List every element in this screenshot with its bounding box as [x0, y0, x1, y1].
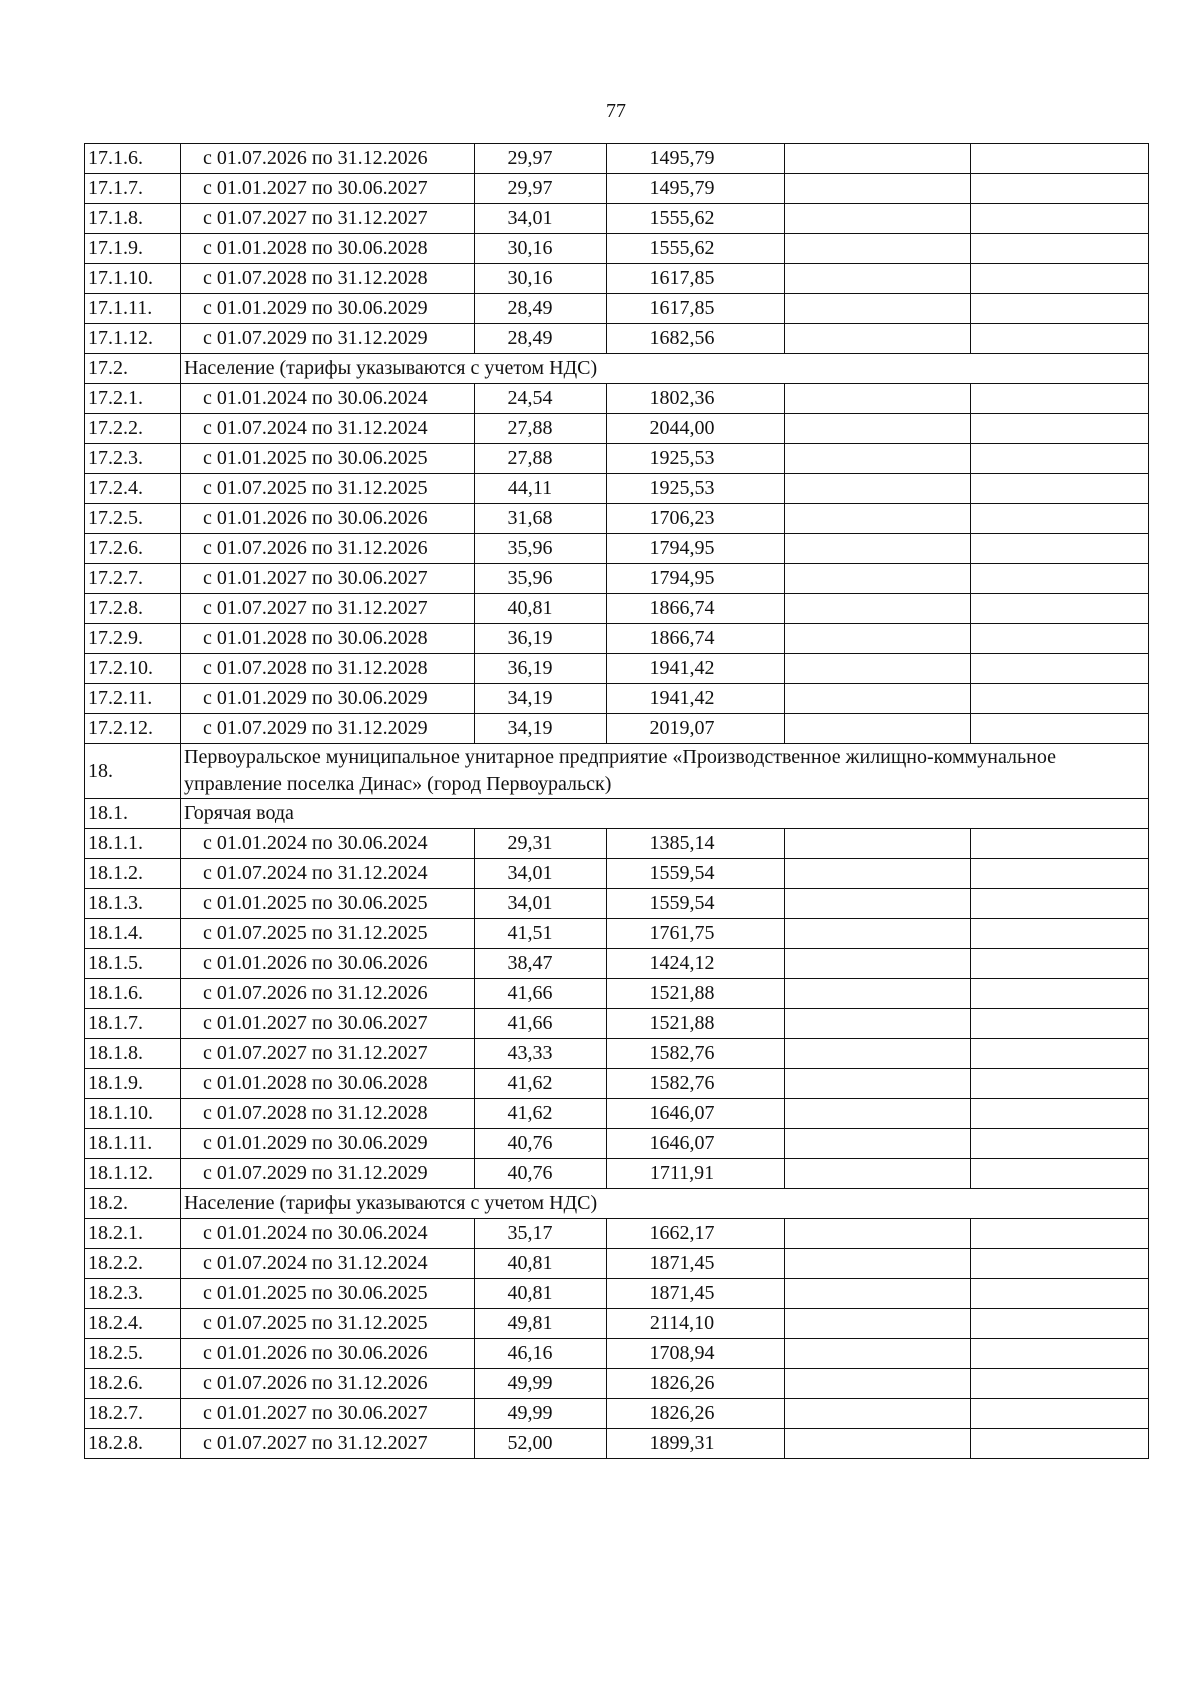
- rate-cell: 36,19: [475, 624, 607, 654]
- tariff-cell: 1761,75: [607, 919, 785, 949]
- table-row: [85, 1159, 1149, 1189]
- period-cell: с 01.01.2028 по 30.06.2028: [181, 234, 475, 264]
- empty-cell: [785, 859, 971, 889]
- row-number-cell: 17.2.2.: [85, 414, 181, 444]
- group-header-row: [85, 799, 1149, 829]
- rate-cell: 34,01: [475, 889, 607, 919]
- empty-cell: [971, 919, 1149, 949]
- row-number-cell: 17.1.9.: [85, 234, 181, 264]
- row-number-cell: 18.1.11.: [85, 1129, 181, 1159]
- row-number-cell: 18.2.7.: [85, 1399, 181, 1429]
- tariff-cell: 2114,10: [607, 1309, 785, 1339]
- empty-cell: [785, 1339, 971, 1369]
- empty-cell: [785, 564, 971, 594]
- tariff-cell: 1871,45: [607, 1279, 785, 1309]
- empty-cell: [785, 684, 971, 714]
- empty-cell: [785, 384, 971, 414]
- rate-cell: 35,96: [475, 564, 607, 594]
- empty-cell: [971, 829, 1149, 859]
- row-number-cell: 17.2.1.: [85, 384, 181, 414]
- tariff-cell: 1495,79: [607, 144, 785, 174]
- tariff-cell: 1871,45: [607, 1249, 785, 1279]
- rate-cell: 24,54: [475, 384, 607, 414]
- row-number-cell: 17.1.8.: [85, 204, 181, 234]
- page-number: 77: [606, 100, 626, 122]
- empty-cell: [971, 414, 1149, 444]
- empty-cell: [971, 1069, 1149, 1099]
- table-row: [85, 444, 1149, 474]
- table-row: [85, 1219, 1149, 1249]
- table-row: [85, 294, 1149, 324]
- tariff-cell: 1582,76: [607, 1069, 785, 1099]
- period-cell: с 01.01.2024 по 30.06.2024: [181, 384, 475, 414]
- row-number-cell: 17.2.3.: [85, 444, 181, 474]
- empty-cell: [785, 979, 971, 1009]
- empty-cell: [785, 889, 971, 919]
- table-row: [85, 384, 1149, 414]
- period-cell: с 01.01.2028 по 30.06.2028: [181, 624, 475, 654]
- rate-cell: 38,47: [475, 949, 607, 979]
- empty-cell: [971, 1429, 1149, 1459]
- group-title-cell: Население (тарифы указываются с учетом НДС): [181, 354, 1149, 384]
- rate-cell: 28,49: [475, 294, 607, 324]
- table-row: [85, 949, 1149, 979]
- empty-cell: [785, 1069, 971, 1099]
- tariff-cell: 1711,91: [607, 1159, 785, 1189]
- row-number-cell: 17.2.8.: [85, 594, 181, 624]
- table-row: [85, 1429, 1149, 1459]
- empty-cell: [785, 234, 971, 264]
- empty-cell: [971, 174, 1149, 204]
- row-number-cell: 18.1.4.: [85, 919, 181, 949]
- period-cell: с 01.07.2025 по 31.12.2025: [181, 1309, 475, 1339]
- rate-cell: 34,19: [475, 714, 607, 744]
- rate-cell: 40,76: [475, 1159, 607, 1189]
- row-number-cell: 18.2.3.: [85, 1279, 181, 1309]
- rate-cell: 29,31: [475, 829, 607, 859]
- row-number-cell: 18.1.7.: [85, 1009, 181, 1039]
- period-cell: с 01.01.2027 по 30.06.2027: [181, 174, 475, 204]
- period-cell: с 01.07.2027 по 31.12.2027: [181, 1039, 475, 1069]
- tariff-cell: 2019,07: [607, 714, 785, 744]
- table-row: [85, 414, 1149, 444]
- table-row: [85, 919, 1149, 949]
- period-cell: с 01.01.2029 по 30.06.2029: [181, 684, 475, 714]
- row-number-cell: 18.1.2.: [85, 859, 181, 889]
- group-title-cell: Население (тарифы указываются с учетом НДС): [181, 1189, 1149, 1219]
- empty-cell: [971, 979, 1149, 1009]
- table-row: [85, 714, 1149, 744]
- tariff-cell: 1941,42: [607, 654, 785, 684]
- table-row: [85, 474, 1149, 504]
- tariff-cell: 1794,95: [607, 534, 785, 564]
- empty-cell: [971, 1159, 1149, 1189]
- tariff-cell: 1424,12: [607, 949, 785, 979]
- empty-cell: [785, 1399, 971, 1429]
- row-number-cell: 18.: [85, 744, 181, 799]
- table-row: [85, 1369, 1149, 1399]
- empty-cell: [785, 654, 971, 684]
- tariff-cell: 1521,88: [607, 979, 785, 1009]
- row-number-cell: 18.1.10.: [85, 1099, 181, 1129]
- table-row: [85, 564, 1149, 594]
- empty-cell: [785, 949, 971, 979]
- empty-cell: [971, 444, 1149, 474]
- period-cell: с 01.01.2027 по 30.06.2027: [181, 564, 475, 594]
- rate-cell: 27,88: [475, 444, 607, 474]
- period-cell: с 01.07.2026 по 31.12.2026: [181, 979, 475, 1009]
- empty-cell: [785, 264, 971, 294]
- row-number-cell: 17.2.: [85, 354, 181, 384]
- empty-cell: [971, 1249, 1149, 1279]
- rate-cell: 28,49: [475, 324, 607, 354]
- tariff-cell: 1899,31: [607, 1429, 785, 1459]
- tariff-cell: 1706,23: [607, 504, 785, 534]
- row-number-cell: 17.2.12.: [85, 714, 181, 744]
- table-row: [85, 1279, 1149, 1309]
- period-cell: с 01.07.2028 по 31.12.2028: [181, 264, 475, 294]
- table-row: [85, 324, 1149, 354]
- empty-cell: [785, 1009, 971, 1039]
- period-cell: с 01.01.2027 по 30.06.2027: [181, 1009, 475, 1039]
- tariff-cell: 1925,53: [607, 474, 785, 504]
- tariff-cell: 1941,42: [607, 684, 785, 714]
- empty-cell: [785, 504, 971, 534]
- empty-cell: [971, 534, 1149, 564]
- period-cell: с 01.01.2026 по 30.06.2026: [181, 1339, 475, 1369]
- rate-cell: 30,16: [475, 264, 607, 294]
- empty-cell: [971, 1129, 1149, 1159]
- row-number-cell: 18.2.: [85, 1189, 181, 1219]
- empty-cell: [785, 594, 971, 624]
- empty-cell: [785, 1039, 971, 1069]
- tariff-cell: 1555,62: [607, 204, 785, 234]
- table-row: [85, 534, 1149, 564]
- empty-cell: [971, 384, 1149, 414]
- empty-cell: [971, 144, 1149, 174]
- tariff-cell: 1385,14: [607, 829, 785, 859]
- empty-cell: [971, 204, 1149, 234]
- empty-cell: [971, 564, 1149, 594]
- empty-cell: [971, 1099, 1149, 1129]
- period-cell: с 01.01.2026 по 30.06.2026: [181, 949, 475, 979]
- table-row: [85, 1339, 1149, 1369]
- empty-cell: [971, 1039, 1149, 1069]
- row-number-cell: 18.2.1.: [85, 1219, 181, 1249]
- table-row: [85, 234, 1149, 264]
- rate-cell: 52,00: [475, 1429, 607, 1459]
- tariff-cell: 1559,54: [607, 859, 785, 889]
- rate-cell: 30,16: [475, 234, 607, 264]
- rate-cell: 49,81: [475, 1309, 607, 1339]
- rate-cell: 44,11: [475, 474, 607, 504]
- period-cell: с 01.01.2025 по 30.06.2025: [181, 889, 475, 919]
- rate-cell: 41,62: [475, 1069, 607, 1099]
- rate-cell: 41,62: [475, 1099, 607, 1129]
- table-row: [85, 174, 1149, 204]
- rate-cell: 35,17: [475, 1219, 607, 1249]
- empty-cell: [785, 324, 971, 354]
- tariff-cell: 1662,17: [607, 1219, 785, 1249]
- tariff-cell: 1794,95: [607, 564, 785, 594]
- period-cell: с 01.07.2024 по 31.12.2024: [181, 414, 475, 444]
- group-header-row: [85, 354, 1149, 384]
- table-row: [85, 829, 1149, 859]
- row-number-cell: 17.2.5.: [85, 504, 181, 534]
- period-cell: с 01.01.2029 по 30.06.2029: [181, 294, 475, 324]
- empty-cell: [971, 504, 1149, 534]
- empty-cell: [785, 1369, 971, 1399]
- rate-cell: 49,99: [475, 1399, 607, 1429]
- group-title-cell: Первоуральское муниципальное унитарное предприятие «Производственное жилищно-коммунальное управление поселка Динас» (город Первоуральск): [181, 744, 1149, 799]
- row-number-cell: 17.2.7.: [85, 564, 181, 594]
- empty-cell: [971, 234, 1149, 264]
- rate-cell: 49,99: [475, 1369, 607, 1399]
- period-cell: с 01.01.2028 по 30.06.2028: [181, 1069, 475, 1099]
- rate-cell: 27,88: [475, 414, 607, 444]
- table-row: [85, 1009, 1149, 1039]
- tariff-cell: 1582,76: [607, 1039, 785, 1069]
- empty-cell: [785, 1429, 971, 1459]
- empty-cell: [971, 594, 1149, 624]
- period-cell: с 01.07.2027 по 31.12.2027: [181, 594, 475, 624]
- period-cell: с 01.01.2026 по 30.06.2026: [181, 504, 475, 534]
- row-number-cell: 17.1.12.: [85, 324, 181, 354]
- row-number-cell: 17.1.6.: [85, 144, 181, 174]
- empty-cell: [785, 1159, 971, 1189]
- rate-cell: 40,81: [475, 1279, 607, 1309]
- tariff-cell: 1521,88: [607, 1009, 785, 1039]
- empty-cell: [785, 294, 971, 324]
- row-number-cell: 18.2.8.: [85, 1429, 181, 1459]
- period-cell: с 01.01.2024 по 30.06.2024: [181, 829, 475, 859]
- empty-cell: [971, 624, 1149, 654]
- empty-cell: [971, 324, 1149, 354]
- empty-cell: [971, 1399, 1149, 1429]
- rate-cell: 31,68: [475, 504, 607, 534]
- row-number-cell: 18.1.: [85, 799, 181, 829]
- table-row: [85, 144, 1149, 174]
- empty-cell: [971, 889, 1149, 919]
- tariff-cell: 1646,07: [607, 1099, 785, 1129]
- empty-cell: [971, 264, 1149, 294]
- empty-cell: [971, 654, 1149, 684]
- period-cell: с 01.07.2025 по 31.12.2025: [181, 919, 475, 949]
- row-number-cell: 17.2.4.: [85, 474, 181, 504]
- table-row: [85, 1039, 1149, 1069]
- table-row: [85, 684, 1149, 714]
- empty-cell: [785, 1279, 971, 1309]
- empty-cell: [785, 144, 971, 174]
- empty-cell: [785, 444, 971, 474]
- tariff-cell: 1866,74: [607, 594, 785, 624]
- tariff-table: [84, 143, 1149, 1459]
- rate-cell: 40,81: [475, 594, 607, 624]
- tariff-cell: 1559,54: [607, 889, 785, 919]
- rate-cell: 29,97: [475, 174, 607, 204]
- row-number-cell: 17.1.10.: [85, 264, 181, 294]
- tariff-cell: 1495,79: [607, 174, 785, 204]
- table-row: [85, 204, 1149, 234]
- tariff-cell: 1708,94: [607, 1339, 785, 1369]
- table-row: [85, 859, 1149, 889]
- row-number-cell: 18.1.6.: [85, 979, 181, 1009]
- rate-cell: 35,96: [475, 534, 607, 564]
- empty-cell: [785, 1099, 971, 1129]
- empty-cell: [785, 919, 971, 949]
- tariff-cell: 1617,85: [607, 264, 785, 294]
- empty-cell: [785, 174, 971, 204]
- period-cell: с 01.01.2029 по 30.06.2029: [181, 1129, 475, 1159]
- row-number-cell: 18.1.3.: [85, 889, 181, 919]
- period-cell: с 01.01.2025 по 30.06.2025: [181, 1279, 475, 1309]
- empty-cell: [785, 1219, 971, 1249]
- rate-cell: 41,66: [475, 979, 607, 1009]
- table-row: [85, 654, 1149, 684]
- table-row: [85, 889, 1149, 919]
- period-cell: с 01.07.2026 по 31.12.2026: [181, 534, 475, 564]
- tariff-cell: 1646,07: [607, 1129, 785, 1159]
- tariff-cell: 1617,85: [607, 294, 785, 324]
- empty-cell: [971, 859, 1149, 889]
- row-number-cell: 18.2.2.: [85, 1249, 181, 1279]
- period-cell: с 01.01.2024 по 30.06.2024: [181, 1219, 475, 1249]
- tariff-cell: 1925,53: [607, 444, 785, 474]
- rate-cell: 36,19: [475, 654, 607, 684]
- row-number-cell: 18.1.8.: [85, 1039, 181, 1069]
- tariff-cell: 1826,26: [607, 1369, 785, 1399]
- rate-cell: 34,01: [475, 204, 607, 234]
- row-number-cell: 18.2.5.: [85, 1339, 181, 1369]
- rate-cell: 43,33: [475, 1039, 607, 1069]
- tariff-cell: 1802,36: [607, 384, 785, 414]
- empty-cell: [785, 414, 971, 444]
- rate-cell: 41,66: [475, 1009, 607, 1039]
- table-row: [85, 1099, 1149, 1129]
- empty-cell: [971, 474, 1149, 504]
- period-cell: с 01.01.2027 по 30.06.2027: [181, 1399, 475, 1429]
- tariff-cell: 1682,56: [607, 324, 785, 354]
- table-row: [85, 594, 1149, 624]
- table-row: [85, 1309, 1149, 1339]
- empty-cell: [785, 534, 971, 564]
- row-number-cell: 17.1.11.: [85, 294, 181, 324]
- group-header-row: [85, 744, 1149, 799]
- row-number-cell: 18.1.5.: [85, 949, 181, 979]
- row-number-cell: 17.2.6.: [85, 534, 181, 564]
- period-cell: с 01.07.2027 по 31.12.2027: [181, 1429, 475, 1459]
- empty-cell: [971, 949, 1149, 979]
- period-cell: с 01.07.2024 по 31.12.2024: [181, 859, 475, 889]
- row-number-cell: 17.2.9.: [85, 624, 181, 654]
- row-number-cell: 18.2.6.: [85, 1369, 181, 1399]
- row-number-cell: 17.1.7.: [85, 174, 181, 204]
- period-cell: с 01.07.2029 по 31.12.2029: [181, 324, 475, 354]
- empty-cell: [785, 714, 971, 744]
- empty-cell: [971, 1219, 1149, 1249]
- period-cell: с 01.01.2025 по 30.06.2025: [181, 444, 475, 474]
- row-number-cell: 18.1.9.: [85, 1069, 181, 1099]
- rate-cell: 46,16: [475, 1339, 607, 1369]
- rate-cell: 34,19: [475, 684, 607, 714]
- empty-cell: [971, 1009, 1149, 1039]
- tariff-cell: 1826,26: [607, 1399, 785, 1429]
- empty-cell: [971, 1339, 1149, 1369]
- table-row: [85, 979, 1149, 1009]
- empty-cell: [785, 204, 971, 234]
- tariff-cell: 1866,74: [607, 624, 785, 654]
- empty-cell: [785, 624, 971, 654]
- table-row: [85, 1399, 1149, 1429]
- empty-cell: [971, 714, 1149, 744]
- rate-cell: 29,97: [475, 144, 607, 174]
- table-row: [85, 624, 1149, 654]
- row-number-cell: 18.2.4.: [85, 1309, 181, 1339]
- period-cell: с 01.07.2024 по 31.12.2024: [181, 1249, 475, 1279]
- row-number-cell: 18.1.1.: [85, 829, 181, 859]
- empty-cell: [971, 294, 1149, 324]
- tariff-table-body: [85, 144, 1149, 1459]
- period-cell: с 01.07.2025 по 31.12.2025: [181, 474, 475, 504]
- empty-cell: [971, 1309, 1149, 1339]
- period-cell: с 01.07.2026 по 31.12.2026: [181, 144, 475, 174]
- empty-cell: [785, 1129, 971, 1159]
- empty-cell: [785, 1309, 971, 1339]
- rate-cell: 40,76: [475, 1129, 607, 1159]
- group-title-cell: Горячая вода: [181, 799, 1149, 829]
- period-cell: с 01.07.2028 по 31.12.2028: [181, 1099, 475, 1129]
- empty-cell: [971, 1279, 1149, 1309]
- table-row: [85, 1069, 1149, 1099]
- period-cell: с 01.07.2027 по 31.12.2027: [181, 204, 475, 234]
- rate-cell: 40,81: [475, 1249, 607, 1279]
- empty-cell: [971, 1369, 1149, 1399]
- group-header-row: [85, 1189, 1149, 1219]
- period-cell: с 01.07.2026 по 31.12.2026: [181, 1369, 475, 1399]
- table-row: [85, 504, 1149, 534]
- period-cell: с 01.07.2029 по 31.12.2029: [181, 1159, 475, 1189]
- empty-cell: [785, 474, 971, 504]
- table-row: [85, 1249, 1149, 1279]
- table-row: [85, 1129, 1149, 1159]
- rate-cell: 41,51: [475, 919, 607, 949]
- rate-cell: 34,01: [475, 859, 607, 889]
- period-cell: с 01.07.2028 по 31.12.2028: [181, 654, 475, 684]
- empty-cell: [971, 684, 1149, 714]
- empty-cell: [785, 829, 971, 859]
- period-cell: с 01.07.2029 по 31.12.2029: [181, 714, 475, 744]
- empty-cell: [785, 1249, 971, 1279]
- table-row: [85, 264, 1149, 294]
- tariff-cell: 2044,00: [607, 414, 785, 444]
- tariff-cell: 1555,62: [607, 234, 785, 264]
- row-number-cell: 17.2.11.: [85, 684, 181, 714]
- row-number-cell: 17.2.10.: [85, 654, 181, 684]
- row-number-cell: 18.1.12.: [85, 1159, 181, 1189]
